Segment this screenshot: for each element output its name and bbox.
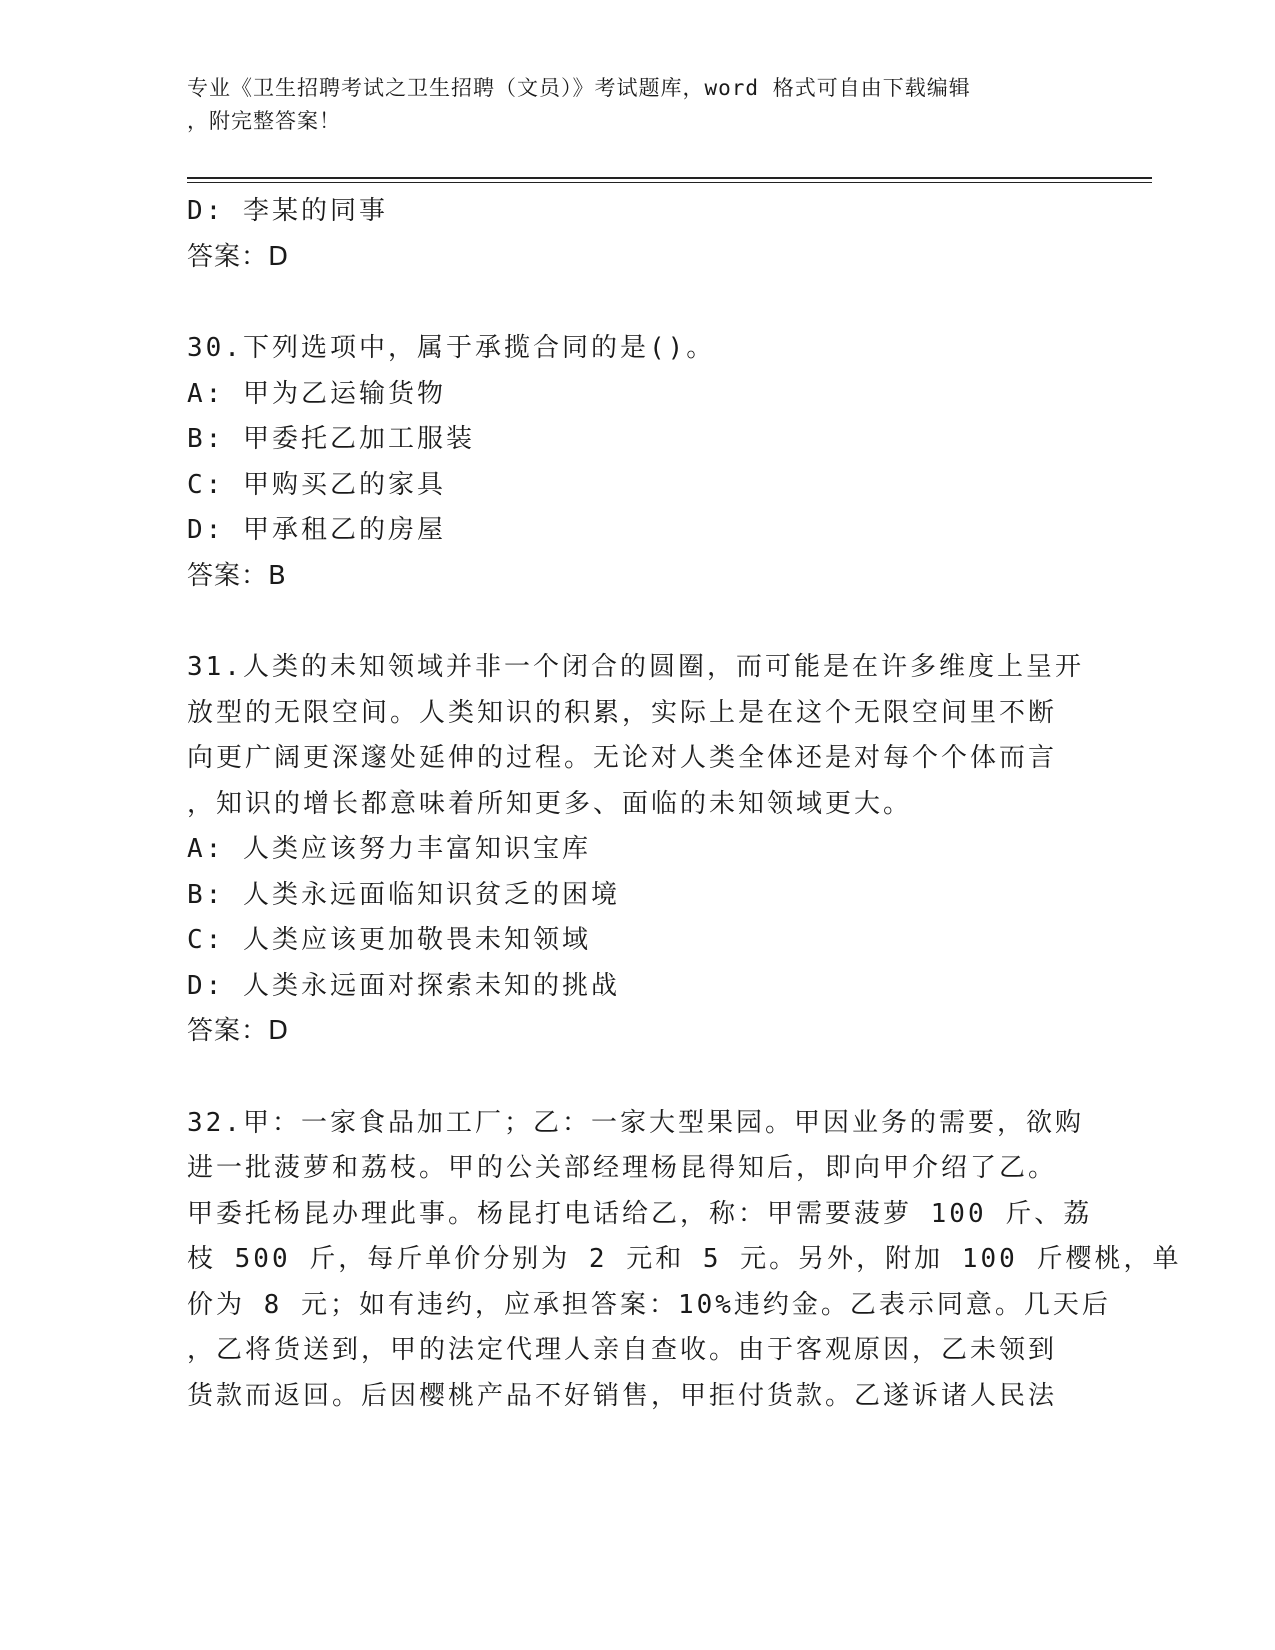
option-a: A: 甲为乙运输货物	[187, 378, 446, 409]
question-32	[187, 1101, 1182, 1420]
answer: 答案：D	[187, 1016, 290, 1046]
question-stem: 30.下列选项中，属于承揽合同的是()。	[187, 333, 716, 363]
question-31	[187, 645, 1087, 1055]
option-c: C: 甲购买乙的家具	[187, 469, 446, 500]
option-b: B: 人类永远面临知识贫乏的困境	[187, 879, 620, 910]
question-stem-line: 价为 8 元；如有违约，应承担答案：10%违约金。乙表示同意。几天后	[187, 1289, 1111, 1320]
question-stem-line: 甲委托杨昆办理此事。杨昆打电话给乙，称：甲需要菠萝 100 斤、荔	[187, 1198, 1093, 1229]
question-stem-line: ，乙将货送到，甲的法定代理人亲自查收。由于客观原因，乙未领到	[187, 1335, 1058, 1365]
question-stem-line: 放型的无限空间。人类知识的积累，实际上是在这个无限空间里不断	[187, 697, 1058, 728]
option-b: B: 甲委托乙加工服装	[187, 424, 475, 454]
question-stem-line: 32.甲：一家食品加工厂；乙：一家大型果园。甲因业务的需要，欲购	[187, 1107, 1084, 1138]
header-line: ，附完整答案！	[187, 109, 341, 133]
answer: 答案：D	[187, 241, 290, 272]
answer: 答案：B	[187, 560, 287, 591]
header-divider	[187, 182, 1152, 183]
question-stem-line: 枝 500 斤，每斤单价分别为 2 元和 5 元。另外，附加 100 斤樱桃，单	[187, 1244, 1182, 1274]
header-divider	[187, 177, 1152, 179]
question-stem-line: 货款而返回。后因樱桃产品不好销售，甲拒付货款。乙遂诉诸人民法	[187, 1380, 1058, 1411]
question-30	[187, 326, 1087, 599]
question-29-tail	[187, 189, 1087, 280]
question-stem-line: 进一批菠萝和荔枝。甲的公关部经理杨昆得知后，即向甲介绍了乙。	[187, 1153, 1058, 1183]
option-d: D: 人类永远面对探索未知的挑战	[187, 970, 620, 1001]
option-d: D: 甲承租乙的房屋	[187, 515, 446, 545]
question-stem-line: ，知识的增长都意味着所知更多、面临的未知领域更大。	[187, 788, 913, 819]
option-c: C: 人类应该更加敬畏未知领域	[187, 925, 591, 955]
document-header	[187, 72, 1067, 138]
header-line: 专业《卫生招聘考试之卫生招聘（文员）》考试题库，word 格式可自由下载编辑	[187, 76, 971, 100]
option-d: D: 李某的同事	[187, 196, 388, 226]
question-stem-line: 向更广阔更深邃处延伸的过程。无论对人类全体还是对每个个体而言	[187, 743, 1058, 773]
option-a: A: 人类应该努力丰富知识宝库	[187, 834, 591, 864]
question-stem-line: 31.人类的未知领域并非一个闭合的圆圈，而可能是在许多维度上呈开	[187, 652, 1084, 682]
document-body	[187, 189, 1182, 1419]
